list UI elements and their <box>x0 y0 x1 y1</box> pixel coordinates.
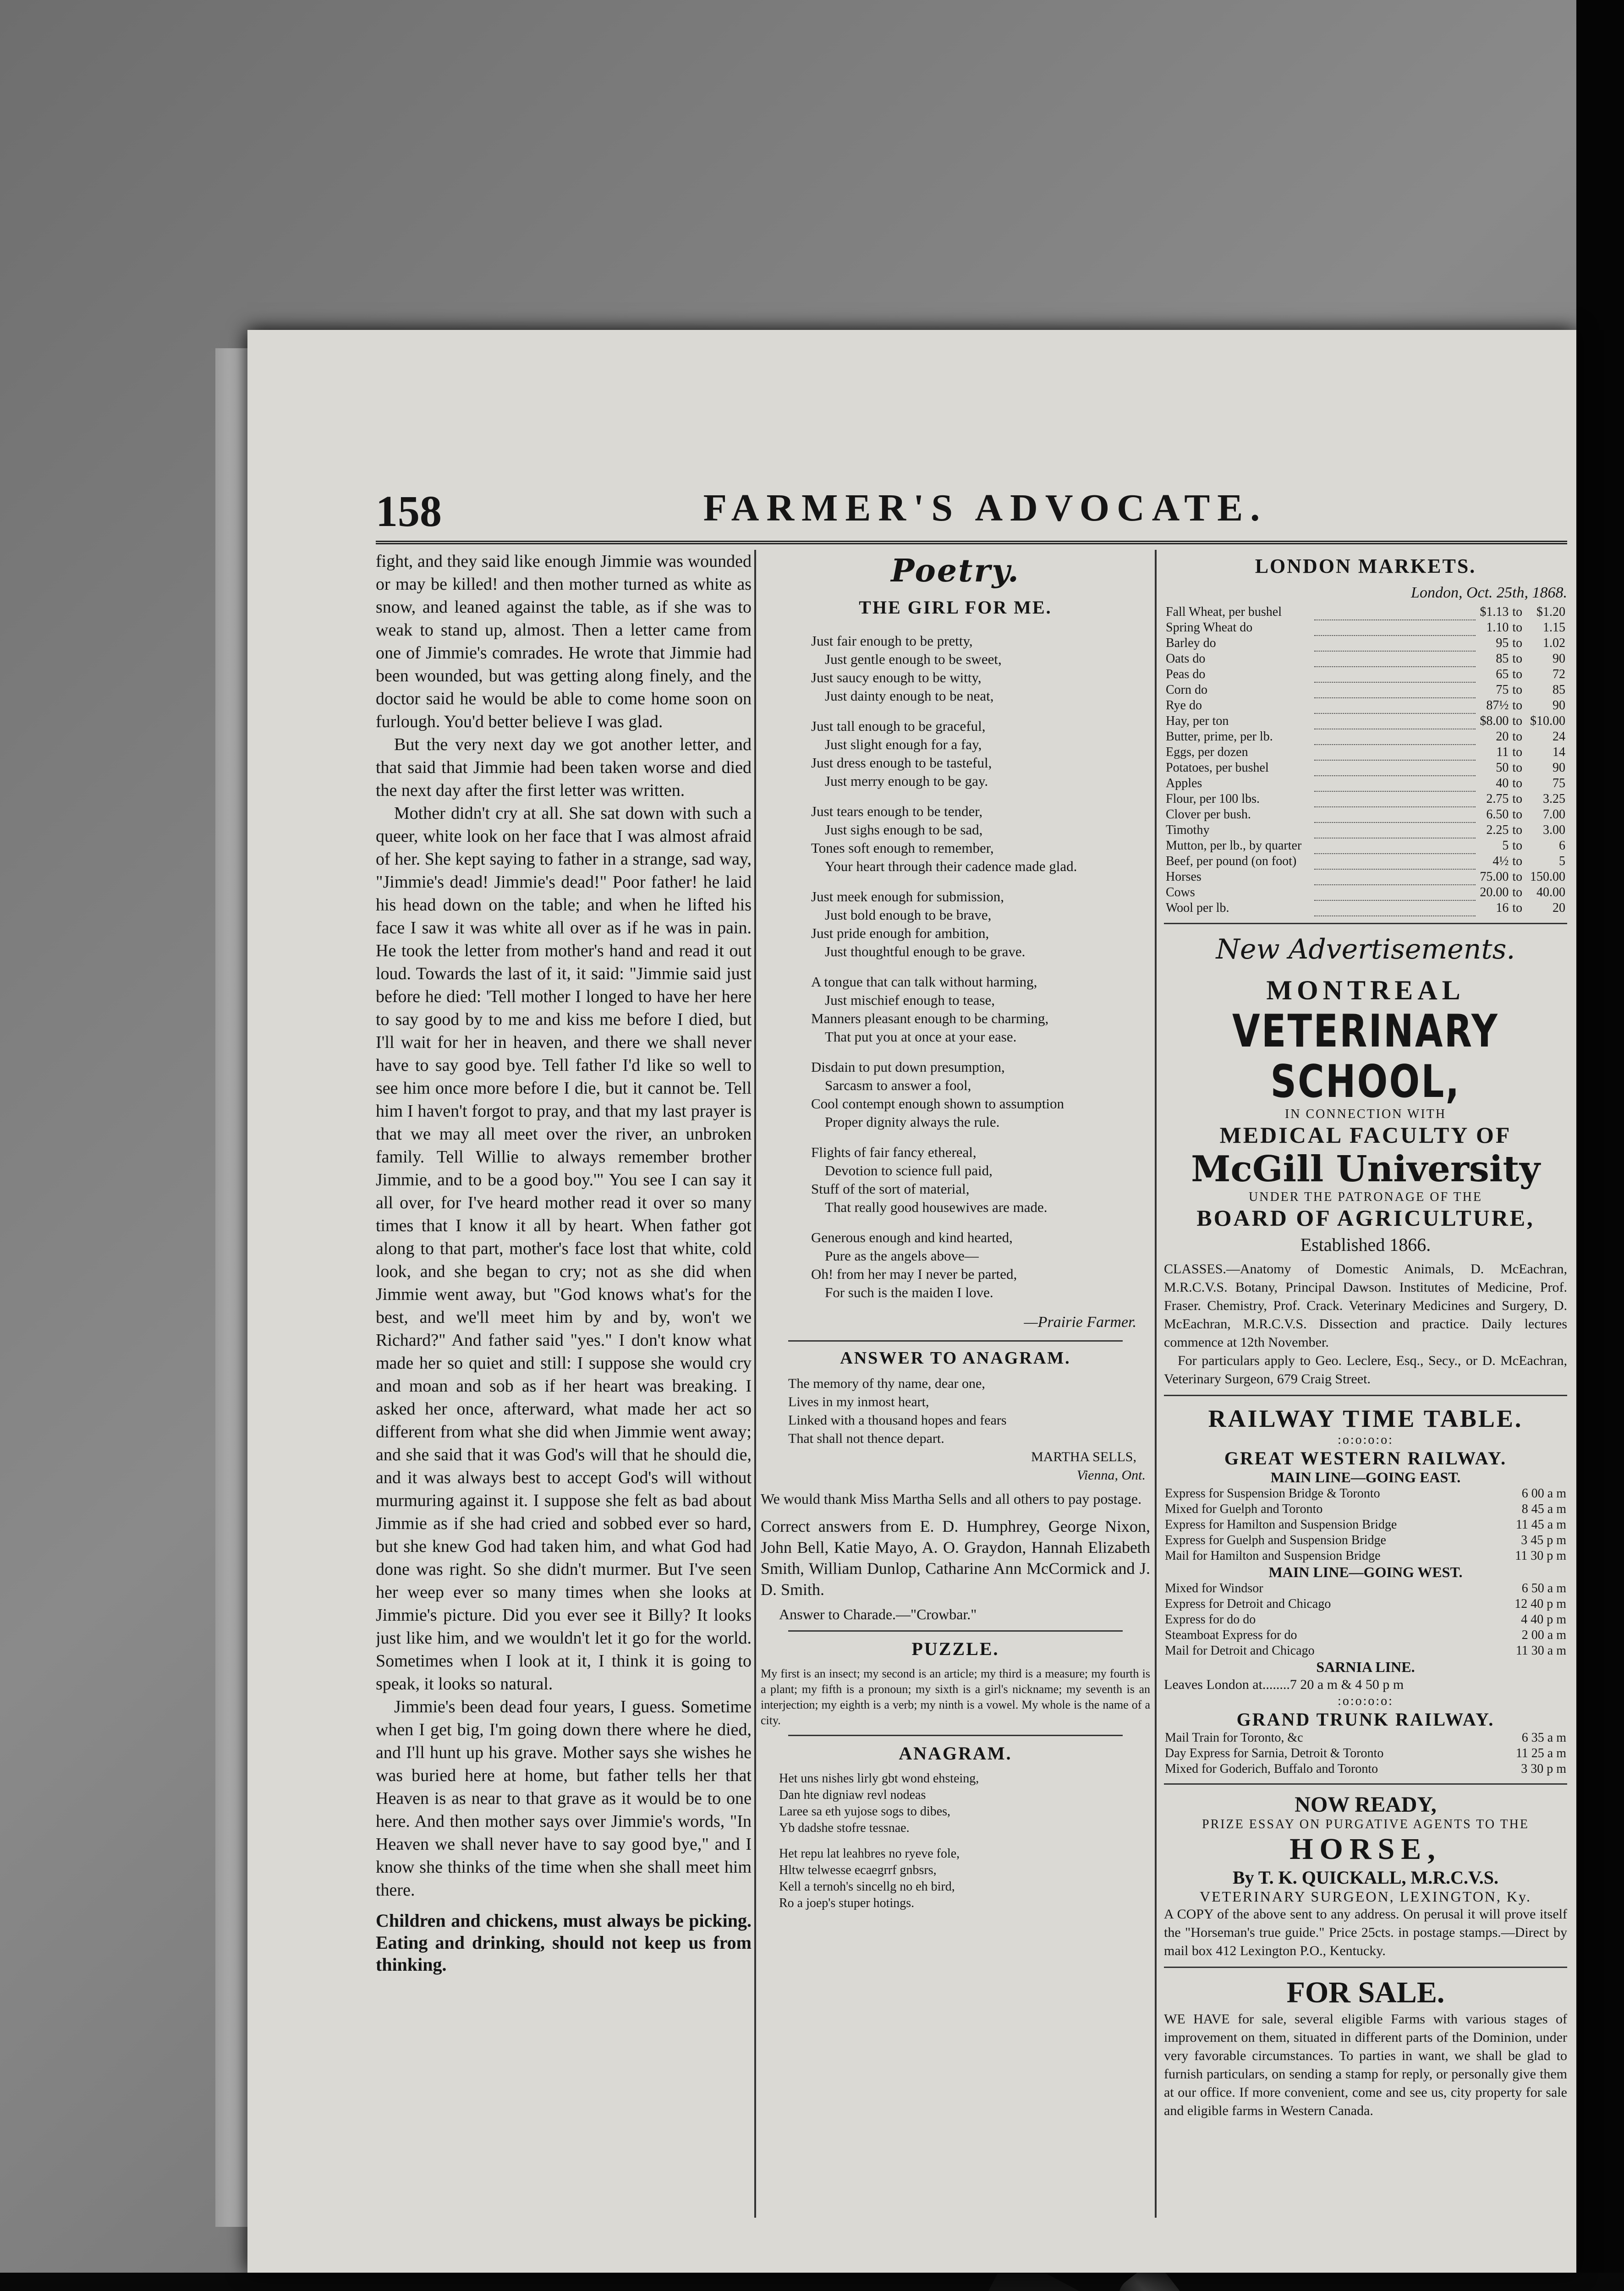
paper-title: FARMER'S ADVOCATE. <box>703 487 1267 529</box>
timetable-row <box>1164 1628 1567 1643</box>
proverb: Children and chickens, must always be picking. Eating and drinking, should not keep us from thinking. <box>376 1910 752 1975</box>
market-item: Eggs, per dozen <box>1166 745 1248 759</box>
answer-line: Lives in my inmost heart, <box>788 1394 929 1409</box>
school-board: BOARD OF AGRICULTURE, <box>1196 1205 1535 1231</box>
market-item: Potatoes, per bushel <box>1166 761 1269 775</box>
market-high: 5 <box>1559 854 1565 868</box>
market-low: 4½ <box>1492 854 1509 868</box>
poetry-column <box>761 550 1150 2222</box>
market-low: 50 <box>1496 761 1509 775</box>
horse-title: HORSE, <box>1289 1832 1442 1866</box>
answer-author: MARTHA SELLS, <box>1031 1449 1136 1464</box>
market-to: to <box>1512 776 1523 790</box>
market-low: 16 <box>1496 901 1509 915</box>
market-high: 90 <box>1553 698 1565 713</box>
scan-border-bottom <box>0 2273 1624 2291</box>
train-time: 8 45 a m <box>1521 1502 1566 1516</box>
market-low: 20.00 <box>1480 885 1509 899</box>
poem-line: Just sighs enough to be sad, <box>825 822 983 838</box>
market-item: Clover per bush. <box>1166 807 1251 822</box>
market-item: Timothy <box>1166 823 1210 837</box>
market-row <box>1164 636 1567 651</box>
market-to: to <box>1512 807 1523 822</box>
anagram-line: Dan hte digniaw revl nodeas <box>779 1788 926 1802</box>
timetable-row <box>1164 1761 1567 1777</box>
poem-line: Sarcasm to answer a fool, <box>825 1077 971 1093</box>
anagram-line: Hltw telwesse ecaegrrf gnbsrs, <box>779 1863 937 1877</box>
anagram-lines <box>779 1770 1150 1912</box>
market-item: Cows <box>1166 885 1195 899</box>
divider <box>788 1630 1123 1632</box>
sarnia-title: SARNIA LINE. <box>1316 1659 1415 1675</box>
train-time: 11 45 a m <box>1515 1518 1566 1532</box>
market-row <box>1164 807 1567 822</box>
market-to: to <box>1512 714 1523 728</box>
market-item: Horses <box>1166 870 1202 884</box>
school-city: MONTREAL <box>1266 975 1465 1005</box>
market-high: $10.00 <box>1530 714 1565 728</box>
anagram-line: Laree sa eth yujose sogs to dibes, <box>779 1804 951 1819</box>
markets-table <box>1164 604 1567 916</box>
market-to: to <box>1512 761 1523 775</box>
train-name: Express for Detroit and Chicago <box>1165 1597 1331 1611</box>
answer-line: Linked with a thousand hopes and fears <box>788 1413 1007 1428</box>
east-timetable <box>1164 1486 1567 1564</box>
timetable-row <box>1164 1596 1567 1612</box>
divider <box>1164 923 1567 924</box>
market-high: 3.00 <box>1543 823 1565 837</box>
train-name: Express for do do <box>1165 1612 1256 1627</box>
market-to: to <box>1512 683 1523 697</box>
market-low: $1.13 <box>1480 605 1509 619</box>
market-low: $8.00 <box>1480 714 1509 728</box>
market-leader <box>1314 776 1476 791</box>
poem-line: Oh! from her may I never be parted, <box>811 1266 1017 1282</box>
poem-line: Just tall enough to be graceful, <box>811 718 986 734</box>
market-item: Peas do <box>1166 667 1206 681</box>
poem-line: Pure as the angels above— <box>825 1248 979 1264</box>
timetable-row <box>1164 1581 1567 1596</box>
page-header <box>376 486 1567 544</box>
answer-place: Vienna, Ont. <box>1076 1468 1146 1483</box>
market-item: Barley do <box>1166 636 1216 650</box>
market-to: to <box>1512 839 1523 853</box>
market-leader <box>1314 604 1476 620</box>
market-high: 3.25 <box>1543 792 1565 806</box>
market-to: to <box>1512 792 1523 806</box>
market-row <box>1164 838 1567 854</box>
postage-notice: We would thank Miss Martha Sells and all others to pay postage. <box>761 1491 1142 1507</box>
market-low: 2.25 <box>1486 823 1509 837</box>
train-time: 6 00 a m <box>1521 1486 1566 1501</box>
market-leader <box>1314 900 1476 916</box>
anagram-title: ANAGRAM. <box>899 1743 1012 1764</box>
train-time: 11 25 a m <box>1515 1746 1566 1760</box>
market-item: Rye do <box>1166 698 1202 713</box>
market-leader <box>1314 885 1476 900</box>
train-name: Mail for Detroit and Chicago <box>1165 1644 1315 1658</box>
market-high: 90 <box>1553 761 1565 775</box>
market-high: 90 <box>1553 652 1565 666</box>
timetable-row <box>1164 1486 1567 1502</box>
scan-border-right <box>1576 0 1624 2291</box>
column-rule <box>1155 550 1157 2218</box>
anagram-line: Yb dadshe stofre tessnae. <box>779 1821 910 1835</box>
poem-line: Just mischief enough to tease, <box>825 992 995 1008</box>
poem-body <box>761 632 1150 1302</box>
school-established: Established 1866. <box>1300 1234 1431 1255</box>
poem-line: Devotion to science full paid, <box>825 1162 993 1178</box>
market-leader <box>1314 869 1476 885</box>
market-high: 75 <box>1553 776 1565 790</box>
market-high: 1.02 <box>1543 636 1565 650</box>
puzzle-text: My first is an insect; my second is an article; my third is a measure; my fourth is a plant; my fifth is a pronoun; my sixth is a girl's nickname; my seventh is an interjection; my eighth is a verb; my ninth is a vowel. My whole is the name of a city. <box>761 1667 1150 1727</box>
great-western-title: GREAT WESTERN RAILWAY. <box>1224 1448 1507 1469</box>
market-low: 6.50 <box>1486 807 1509 822</box>
train-name: Mail for Hamilton and Suspension Bridge <box>1165 1549 1381 1563</box>
story-paragraph: Jimmie's been dead four years, I guess. Sometime when I get big, I'm going down there where he died, and I'll hunt up his grave. Mother says she wishes he was buried here at home, but father tells her that Heaven is as near to that grave as it would be to one here. And then mother says over Jimmie's words, "In Heaven we shall never have to say good bye," and I know she thinks of the time when she shall meet him there. <box>376 1697 752 1900</box>
divider <box>1164 1783 1567 1785</box>
market-to: to <box>1512 729 1523 744</box>
poem-stanza <box>811 973 1150 1046</box>
market-to: to <box>1512 620 1523 635</box>
market-high: 150.00 <box>1530 870 1565 884</box>
market-low: 75.00 <box>1480 870 1509 884</box>
market-low: 65 <box>1496 667 1509 681</box>
poem-line: Just pride enough for ambition, <box>811 925 989 941</box>
market-row <box>1164 713 1567 729</box>
market-low: 11 <box>1496 745 1509 759</box>
market-to: to <box>1512 636 1523 650</box>
timetable-row <box>1164 1548 1567 1564</box>
poem-line: Just tears enough to be tender, <box>811 803 983 819</box>
market-leader <box>1314 636 1476 651</box>
market-to: to <box>1512 745 1523 759</box>
correct-answers: Correct answers from E. D. Humphrey, George Nixon, John Bell, Katie Mayo, A. O. Graydon, Hannah Elizabeth Smith, William Dunlop, Catharine Ann McCormick and J. D. Smith. <box>761 1517 1150 1599</box>
market-low: 95 <box>1496 636 1509 650</box>
market-low: 75 <box>1496 683 1509 697</box>
market-leader <box>1314 838 1476 854</box>
train-time: 3 30 p m <box>1521 1762 1566 1776</box>
market-row <box>1164 869 1567 885</box>
train-name: Mixed for Windsor <box>1165 1581 1263 1595</box>
market-to: to <box>1512 870 1523 884</box>
anagram-line: Het repu lat leahbres no ryeve fole, <box>779 1847 960 1861</box>
divider <box>788 1340 1123 1342</box>
train-name: Mail Train for Toronto, &c <box>1165 1731 1303 1745</box>
poem-line: A tongue that can talk without harming, <box>811 974 1037 990</box>
market-low: 40 <box>1496 776 1509 790</box>
poem-line: Just slight enough for a fay, <box>825 736 982 752</box>
market-leader <box>1314 760 1476 776</box>
school-patronage: UNDER THE PATRONAGE OF THE <box>1249 1190 1482 1204</box>
market-high: 7.00 <box>1543 807 1565 822</box>
poem-line: Just thoughtful enough to be grave. <box>825 943 1026 959</box>
school-connection: IN CONNECTION WITH <box>1284 1107 1447 1121</box>
market-leader <box>1314 682 1476 698</box>
train-time: 11 30 a m <box>1515 1644 1566 1658</box>
poem-line: Proper dignity always the rule. <box>825 1114 1000 1130</box>
poem-line: Just dress enough to be tasteful, <box>811 755 992 771</box>
anagram-line: Ro a joep's stuper hotings. <box>779 1896 915 1910</box>
story-paragraph: But the very next day we got another letter, and that said that Jimmie had been taken worse and died the next day after the first letter was written. <box>376 735 752 800</box>
railway-divider: :o:o:o:o: <box>1338 1694 1394 1708</box>
market-high: 20 <box>1553 901 1565 915</box>
market-item: Beef, per pound (on foot) <box>1166 854 1297 868</box>
charade-answer: Answer to Charade.—"Crowbar." <box>779 1606 977 1622</box>
market-to: to <box>1512 698 1523 713</box>
market-item: Spring Wheat do <box>1166 620 1253 635</box>
market-row <box>1164 791 1567 807</box>
poem-line: Just dainty enough to be neat, <box>825 688 994 704</box>
poem-line: Flights of fair fancy ethereal, <box>811 1144 977 1160</box>
poem-line: Stuff of the sort of material, <box>811 1181 970 1197</box>
poem-line: Manners pleasant enough to be charming, <box>811 1010 1049 1026</box>
market-leader <box>1314 791 1476 807</box>
train-time: 2 00 a m <box>1521 1628 1566 1642</box>
poem-line: Generous enough and kind hearted, <box>811 1229 1013 1245</box>
market-leader <box>1314 729 1476 745</box>
train-time: 4 40 p m <box>1521 1612 1566 1627</box>
for-sale-title: FOR SALE. <box>1286 1976 1445 2009</box>
train-name: Day Express for Sarnia, Detroit & Toronto <box>1165 1746 1384 1760</box>
essay-author: By T. K. QUICKALL, M.R.C.V.S. <box>1232 1867 1499 1888</box>
timetable-row <box>1164 1502 1567 1517</box>
market-row <box>1164 822 1567 838</box>
market-leader <box>1314 745 1476 760</box>
market-item: Wool per lb. <box>1166 901 1229 915</box>
story-column <box>376 550 752 2222</box>
west-timetable <box>1164 1581 1567 1659</box>
market-leader <box>1314 713 1476 729</box>
market-row <box>1164 776 1567 791</box>
poem-stanza <box>811 632 1150 705</box>
market-to: to <box>1512 605 1523 619</box>
market-to: to <box>1512 667 1523 681</box>
divider <box>788 1735 1123 1736</box>
poem-stanza <box>811 1058 1150 1131</box>
train-name: Express for Hamilton and Suspension Bridge <box>1165 1518 1397 1532</box>
market-row <box>1164 682 1567 698</box>
answer-line: The memory of thy name, dear one, <box>788 1376 985 1391</box>
west-title: MAIN LINE—GOING WEST. <box>1268 1564 1463 1580</box>
market-to: to <box>1512 901 1523 915</box>
market-row <box>1164 854 1567 869</box>
markets-date: London, Oct. 25th, 1868. <box>1411 584 1567 601</box>
divider <box>1164 1967 1567 1968</box>
school-classes: CLASSES.—Anatomy of Domestic Animals, D. McEachran, M.R.C.V.S. Botany, Principal Dawson. Institutes of Medicine, Prof. Fraser. Chemistry, Prof. Crack. Veterinary Medicines and Surgery, D. McEachran, M.R.C.V.S. Dissection and practice. Daily lectures commence at 12th November. <box>1164 1261 1567 1350</box>
market-to: to <box>1512 885 1523 899</box>
market-row <box>1164 698 1567 713</box>
market-leader <box>1314 822 1476 838</box>
poem-line: Cool contempt enough shown to assumption <box>811 1096 1064 1112</box>
market-high: 40.00 <box>1536 885 1565 899</box>
anagram-line: Het uns nishes lirly gbt wond ehsteing, <box>779 1771 979 1786</box>
market-to: to <box>1512 652 1523 666</box>
market-item: Butter, prime, per lb. <box>1166 729 1273 744</box>
market-leader <box>1314 620 1476 636</box>
train-name: Express for Guelph and Suspension Bridge <box>1165 1533 1386 1547</box>
new-ads-heading: New Advertisements. <box>1216 933 1515 965</box>
train-name: Mixed for Guelph and Toronto <box>1165 1502 1323 1516</box>
poem-attribution: —Prairie Farmer. <box>1024 1314 1136 1331</box>
school-name: VETERINARY SCHOOL, <box>1232 1005 1499 1108</box>
essay-author-title: VETERINARY SURGEON, LEXINGTON, Ky. <box>1200 1888 1531 1905</box>
divider <box>1164 1395 1567 1396</box>
timetable-row <box>1164 1643 1567 1659</box>
market-item: Corn do <box>1166 683 1207 697</box>
answer-anagram-lines <box>788 1375 1150 1448</box>
page-number: 158 <box>376 487 442 536</box>
market-item: Apples <box>1166 776 1202 790</box>
market-leader <box>1314 667 1476 682</box>
poem-line: Just gentle enough to be sweet, <box>825 651 1002 667</box>
poem-line: Disdain to put down presumption, <box>811 1059 1005 1075</box>
story-paragraph: fight, and they said like enough Jimmie was wounded or may be killed! and then mother turned as white as snow, and leaned against the table, as if she was to weak to stand up, almost. Then a letter came from one of Jimmie's comrades. He wrote that Jimmie had been wounded, but was getting along finely, and the doctor said he would be able to come home soon on furlough. You'd better believe I was glad. <box>376 552 752 731</box>
poem-line: Just bold enough to be brave, <box>825 907 992 923</box>
poem-line: Just saucy enough to be witty, <box>811 669 982 685</box>
poem-stanza <box>811 1143 1150 1217</box>
market-high: 72 <box>1553 667 1565 681</box>
market-to: to <box>1512 823 1523 837</box>
poem-stanza <box>811 1228 1150 1302</box>
for-sale-body: WE HAVE for sale, several eligible Farms with various stages of improvement on them, situated in different parts of the Dominion, under very favorable circumstances. To parties in want, we shall be glad to furnish particulars, on sending a stamp for reply, or personally give them at our office. If more convenient, come and see us, city property for sale and eligible farms in Western Canada. <box>1164 2011 1567 2118</box>
market-item: Flour, per 100 lbs. <box>1166 792 1260 806</box>
grand-trunk-timetable <box>1164 1730 1567 1777</box>
market-to: to <box>1512 854 1523 868</box>
market-low: 2.75 <box>1486 792 1509 806</box>
market-item: Mutton, per lb., by quarter <box>1166 839 1302 853</box>
market-high: 24 <box>1553 729 1565 744</box>
market-low: 5 <box>1502 839 1509 853</box>
timetable-row <box>1164 1746 1567 1761</box>
railway-title: RAILWAY TIME TABLE. <box>1208 1405 1523 1432</box>
train-name: Express for Suspension Bridge & Toronto <box>1165 1486 1380 1501</box>
market-row <box>1164 651 1567 667</box>
school-faculty: MEDICAL FACULTY OF <box>1219 1122 1512 1148</box>
poem-line: That put you at once at your ease. <box>825 1029 1017 1045</box>
poem-line: For such is the maiden I love. <box>825 1284 993 1300</box>
poem-line: Tones soft enough to remember, <box>811 840 994 856</box>
market-high: 6 <box>1559 839 1565 853</box>
market-row <box>1164 667 1567 682</box>
answer-anagram-title: ANSWER TO ANAGRAM. <box>840 1348 1071 1368</box>
timetable-row <box>1164 1517 1567 1533</box>
puzzle-title: PUZZLE. <box>911 1639 999 1659</box>
market-high: 14 <box>1553 745 1565 759</box>
timetable-row <box>1164 1730 1567 1746</box>
sarnia-times: Leaves London at........7 20 a m & 4 50 p m <box>1164 1677 1404 1692</box>
market-row <box>1164 729 1567 745</box>
train-time: 3 45 p m <box>1521 1533 1566 1547</box>
market-leader <box>1314 854 1476 869</box>
train-time: 12 40 p m <box>1514 1597 1566 1611</box>
train-time: 6 50 a m <box>1521 1581 1566 1595</box>
market-row <box>1164 885 1567 900</box>
markets-title: LONDON MARKETS. <box>1255 555 1476 577</box>
poem-stanza <box>811 802 1150 876</box>
market-leader <box>1314 807 1476 822</box>
poem-stanza <box>811 888 1150 961</box>
essay-body: A COPY of the above sent to any address. On perusal it will prove itself the "Horseman's true guide." Price 25cts. in postage stamps.—Direct by mail box 412 Lexington P.O., Kentucky. <box>1164 1907 1567 1958</box>
answer-line: That shall not thence depart. <box>788 1431 944 1446</box>
market-low: 85 <box>1496 652 1509 666</box>
train-name: Mixed for Goderich, Buffalo and Toronto <box>1165 1762 1378 1776</box>
train-name: Steamboat Express for do <box>1165 1628 1297 1642</box>
story-paragraph: Mother didn't cry at all. She sat down with such a queer, white look on her face that I was almost afraid of her. She kept saying to father in a strange, sad way, "Jimmie's dead! Jimmie's dead!" Poor father! he laid his head down on the table; and when he lifted his face I saw it was white all over as if he was in pain. He took the letter from mother's hand and read it out loud. Towards the last of it, it said: "Jimmie said just before he died: 'Tell mother I longed to have her here to say good by to me and kiss me before I died, but I'll wait for her in heaven, and there we shall never have to say good bye. Tell father I'd like so well to see him once more before I die, but it cannot be. Tell him I haven't forgot to pray, and that my last prayer is that we may all meet over the river, an unbroken family. Tell Willie to always remember brother Jimmie, and to be a good boy.'" You see I can say it all over, for I've heard mother read it over so many times that I know it all by heart. When father got along to that part, mother's face lost that white, cold look, and she began to cry; not as she did when Jimmie went away, but "God knows what's for the best, and we'll meet him by and by, won't we Richard?" And father said "yes." I don't know what made her so quiet and still: I suppose she would cry and moan and sob as if her heart was breaking. I asked her once, afterward, what made her act so different from what she did when Jimmie went away; and she said that it was God's will that he should die, and it was always best to accept God's will without murmuring against it. I suppose she felt as bad about Jimmie as if she had cried and sobbed ever so hard, but she knew God had taken him, and what God had done was right. So she didn't murmer. But I've seen her weep ever so many times when she looks at Jimmie's picture. Did you ever see it Billy? It looks just like him, and we wouldn't let it go for the world. Sometimes when I look at it, I think it is going to speak, it looks so natural. <box>376 804 752 1694</box>
railway-divider: :o:o:o:o: <box>1338 1433 1394 1447</box>
market-high: 1.15 <box>1543 620 1565 635</box>
market-leader <box>1314 698 1476 713</box>
train-time: 6 35 a m <box>1521 1731 1566 1745</box>
school-university: McGill University <box>1191 1148 1540 1190</box>
now-ready-title: NOW READY, <box>1295 1792 1437 1817</box>
market-row <box>1164 760 1567 776</box>
market-item: Oats do <box>1166 652 1206 666</box>
poem-line: Just merry enough to be gay. <box>825 773 988 789</box>
now-ready-sub: PRIZE ESSAY ON PURGATIVE AGENTS TO THE <box>1202 1817 1529 1831</box>
column-rule <box>754 550 756 2218</box>
poem-title: THE GIRL FOR ME. <box>859 597 1052 618</box>
anagram-line <box>779 1836 1150 1846</box>
poetry-heading: Poetry. <box>891 553 1020 589</box>
poem-line: Just fair enough to be pretty, <box>811 633 973 649</box>
train-time: 11 30 p m <box>1515 1549 1566 1563</box>
market-item: Fall Wheat, per bushel <box>1166 605 1282 619</box>
poem-line: Your heart through their cadence made glad. <box>825 858 1077 874</box>
timetable-row <box>1164 1612 1567 1628</box>
timetable-row <box>1164 1533 1567 1548</box>
market-low: 87½ <box>1486 698 1509 713</box>
market-row <box>1164 745 1567 760</box>
market-row <box>1164 620 1567 636</box>
market-item: Hay, per ton <box>1166 714 1229 728</box>
market-leader <box>1314 651 1476 667</box>
poem-line: That really good housewives are made. <box>825 1199 1048 1215</box>
market-high: $1.20 <box>1536 605 1565 619</box>
poem-line: Just meek enough for submission, <box>811 888 1004 904</box>
market-low: 1.10 <box>1486 620 1509 635</box>
anagram-line: Kell a ternoh's sincellg no eh bird, <box>779 1880 955 1894</box>
ads-column <box>1164 550 1567 2222</box>
market-high: 85 <box>1553 683 1565 697</box>
market-row <box>1164 604 1567 620</box>
market-low: 20 <box>1496 729 1509 744</box>
east-title: MAIN LINE—GOING EAST. <box>1270 1469 1461 1485</box>
poem-stanza <box>811 717 1150 790</box>
market-row <box>1164 900 1567 916</box>
school-contact: For particulars apply to Geo. Leclere, Esq., Secy., or D. McEachran, Veterinary Surgeon, 679 Craig Street. <box>1164 1353 1567 1387</box>
grand-trunk-title: GRAND TRUNK RAILWAY. <box>1236 1709 1495 1730</box>
